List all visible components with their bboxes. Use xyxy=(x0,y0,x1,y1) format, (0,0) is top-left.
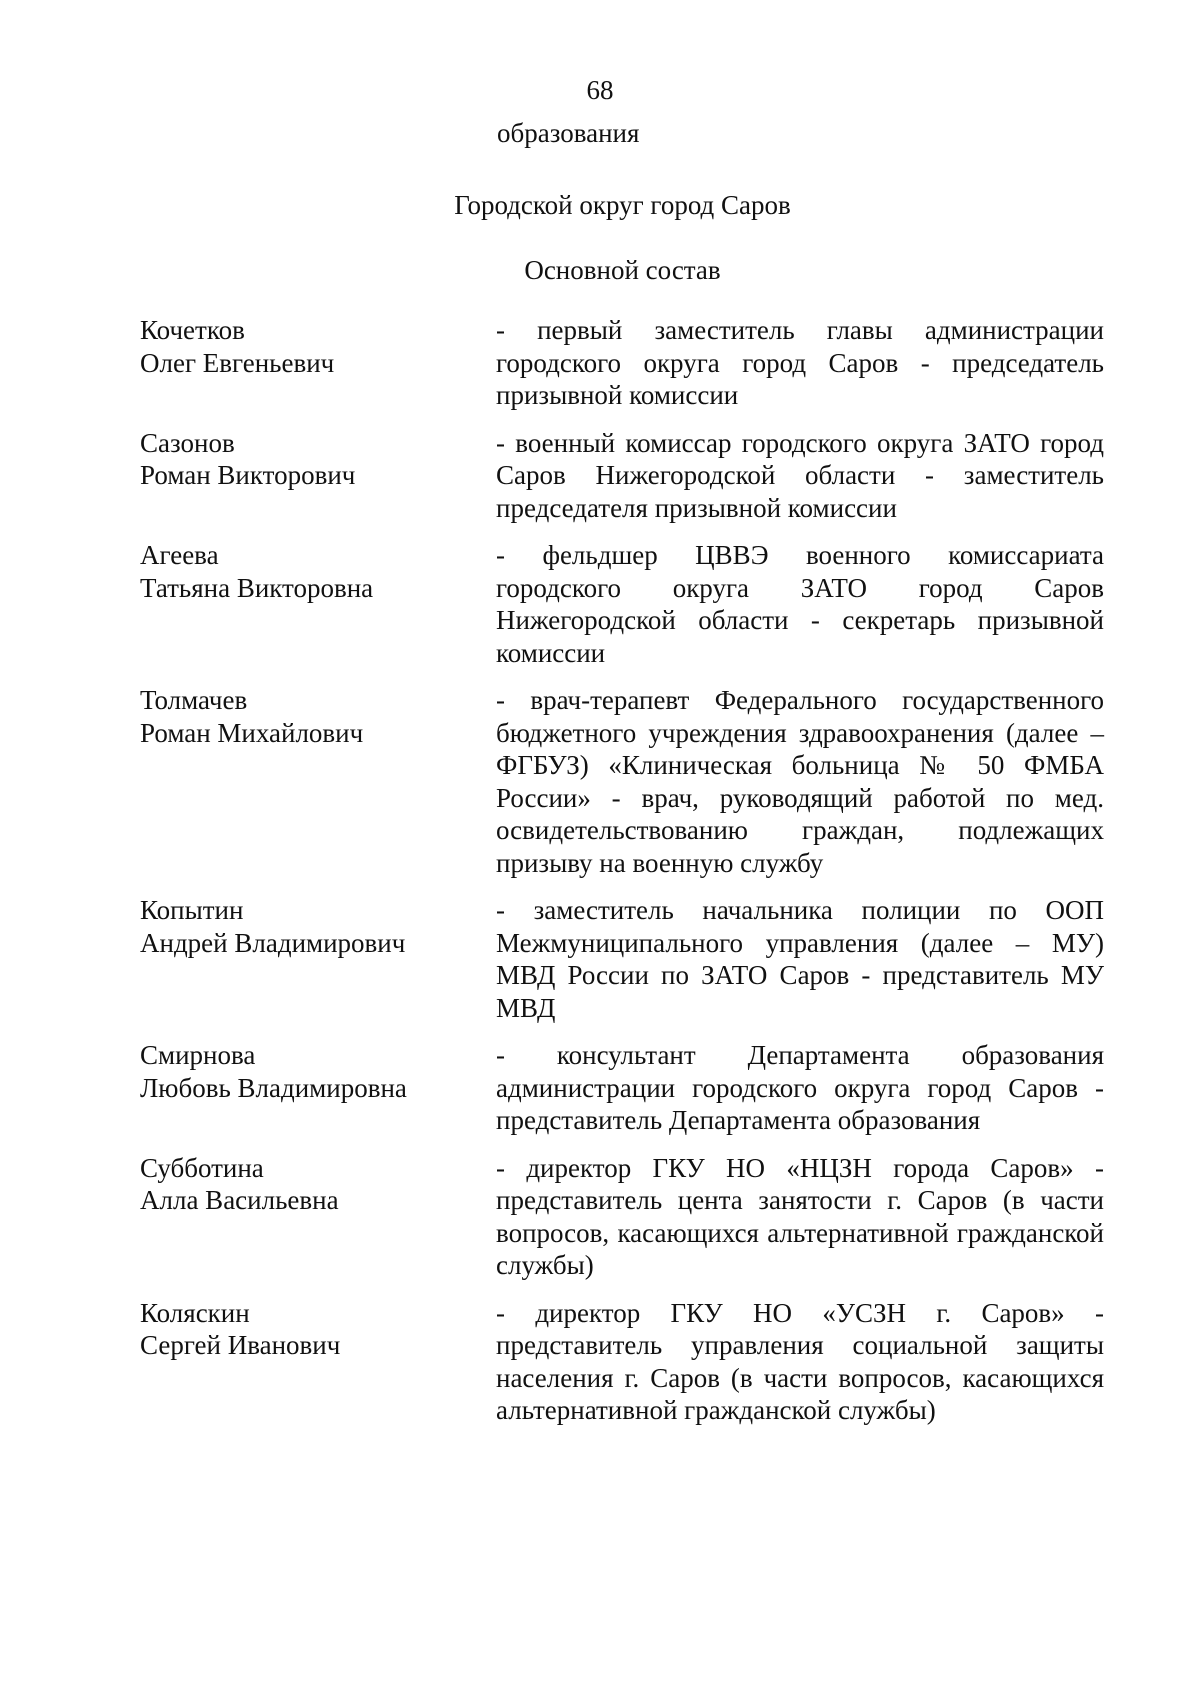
member-name xyxy=(140,1152,496,1282)
member-entry xyxy=(140,314,1104,412)
member-given-names: Андрей Владимирович xyxy=(140,927,406,958)
page-number: 68 xyxy=(586,75,614,105)
member-given-names: Роман Викторович xyxy=(140,460,356,490)
member-role: - директор ГКУ НО «НЦЗН города Саров» - представитель цента занятости г. Саров (в части вопросов, касающихся альтернативной гражданской службы) xyxy=(496,1152,1104,1280)
member-given-names: Олег Евгеньевич xyxy=(140,347,335,378)
member-surname: Толмачев xyxy=(140,685,248,715)
member-entry xyxy=(140,894,1104,1024)
member-name xyxy=(140,1039,496,1137)
member-role: - фельдшер ЦВВЭ военного комиссариата городского округа ЗАТО город Саров Нижегородской области - секретарь призывной комиссии xyxy=(496,540,1104,668)
member-surname: Агеева xyxy=(140,540,219,570)
member-name xyxy=(140,427,496,525)
member-name xyxy=(140,1297,496,1427)
member-given-names: Сергей Иванович xyxy=(140,1330,341,1360)
member-given-names: Татьяна Викторовна xyxy=(140,572,374,603)
member-surname: Коляскин xyxy=(140,1297,250,1328)
member-surname: Субботина xyxy=(140,1152,264,1183)
member-surname: Копытин xyxy=(140,895,244,925)
member-name xyxy=(140,314,496,412)
subtitle: Основной состав xyxy=(524,255,721,285)
continuation-text: образования xyxy=(497,118,640,148)
member-entry xyxy=(140,684,1104,879)
member-entry xyxy=(140,1039,1104,1137)
member-name xyxy=(140,539,496,669)
member-entry xyxy=(140,539,1104,669)
member-role: - врач-терапевт Федерального государственного бюджетного учреждения здравоохранения (далее – ФГБУЗ) «Клиническая больница № 50 ФМБА России» - врач, руководящий работой по мед. освидетельствованию граждан, подлежащих призыву на военную службу xyxy=(496,685,1104,878)
member-surname: Сазонов xyxy=(140,427,235,458)
member-given-names: Алла Васильевна xyxy=(140,1185,339,1215)
member-entry xyxy=(140,1297,1104,1427)
member-surname: Смирнова xyxy=(140,1040,256,1070)
section-title: Городской округ город Саров xyxy=(454,190,791,220)
members-list xyxy=(140,314,1104,1442)
member-given-names: Роман Михайлович xyxy=(140,717,364,748)
member-name xyxy=(140,894,496,1024)
member-entry xyxy=(140,427,1104,525)
member-role: - директор ГКУ НО «УСЗН г. Саров» - представитель управления социальной защиты населения г. Саров (в части вопросов, касающихся альтернативной гражданской службы) xyxy=(496,1297,1104,1425)
member-surname: Кочетков xyxy=(140,315,245,345)
member-entry xyxy=(140,1152,1104,1282)
member-role: - военный комиссар городского округа ЗАТО город Саров Нижегородской области - заместитель председателя призывной комиссии xyxy=(496,427,1104,523)
member-name xyxy=(140,684,496,879)
member-given-names: Любовь Владимировна xyxy=(140,1072,407,1103)
member-role: - первый заместитель главы администрации городского округа город Саров - председатель призывной комиссии xyxy=(496,315,1104,410)
member-role: - консультант Департамента образования администрации городского округа город Саров - представитель Департамента образования xyxy=(496,1040,1104,1135)
member-role: - заместитель начальника полиции по ООП Межмуниципального управления (далее – МУ) МВД России по ЗАТО Саров - представитель МУ МВД xyxy=(496,895,1104,1023)
